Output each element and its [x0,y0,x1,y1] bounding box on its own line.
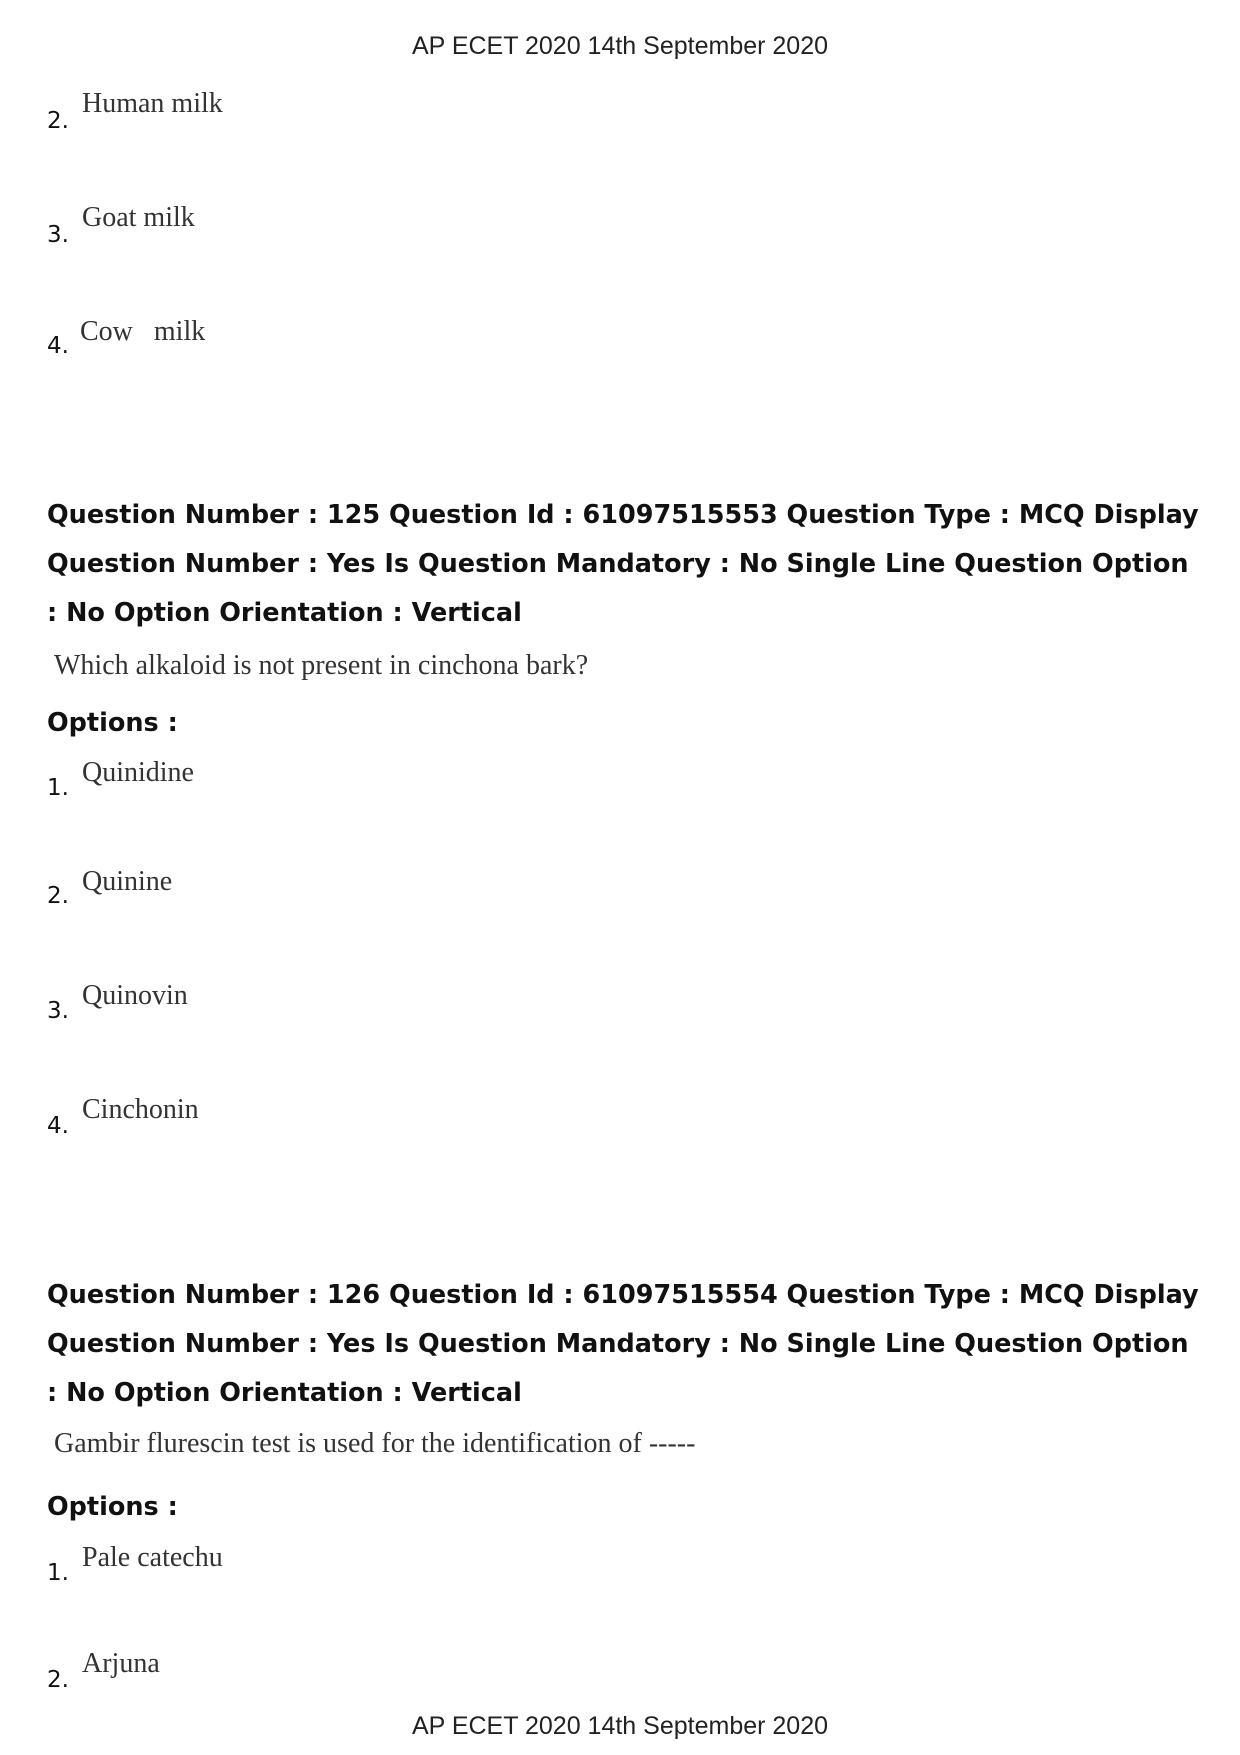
question-text: Which alkaloid is not present in cinchona bark? [54,650,589,681]
option-number: 4. [47,333,69,359]
page-footer: AP ECET 2020 14th September 2020 [411,1712,829,1740]
page-header: AP ECET 2020 14th September 2020 [411,32,829,60]
option-text: Human milk [82,88,223,119]
option-number: 4. [47,1113,69,1139]
option-number: 2. [47,108,69,134]
option-text: Quinovin [82,980,188,1011]
option-number: 3. [47,998,69,1024]
option-text: Goat milk [82,202,195,233]
option-number: 1. [47,775,69,801]
question-meta: Question Number : 126 Question Id : 61097515554 Question Type : MCQ Display Question Number : Yes Is Question Mandatory : No Single Line Question Option : No Option Orientation : Vertical [47,1280,1199,1408]
option-text: Arjuna [82,1648,160,1679]
option-number: 1. [47,1560,69,1586]
question-meta: Question Number : 125 Question Id : 61097515553 Question Type : MCQ Display Question Number : Yes Is Question Mandatory : No Single Line Question Option : No Option Orientation : Vertical [47,500,1199,628]
option-text: Quinine [82,866,173,897]
options-label: Options : [47,1492,178,1522]
option-text: Cinchonin [82,1094,199,1125]
option-number: 2. [47,1667,69,1693]
option-text: Cow milk [80,316,206,347]
question-text: Gambir flurescin test is used for the identification of ----- [54,1428,696,1459]
option-number: 3. [47,222,69,248]
option-text: Quinidine [82,757,194,788]
option-text: Pale catechu [82,1542,223,1573]
option-number: 2. [47,883,69,909]
options-label: Options : [47,708,178,738]
